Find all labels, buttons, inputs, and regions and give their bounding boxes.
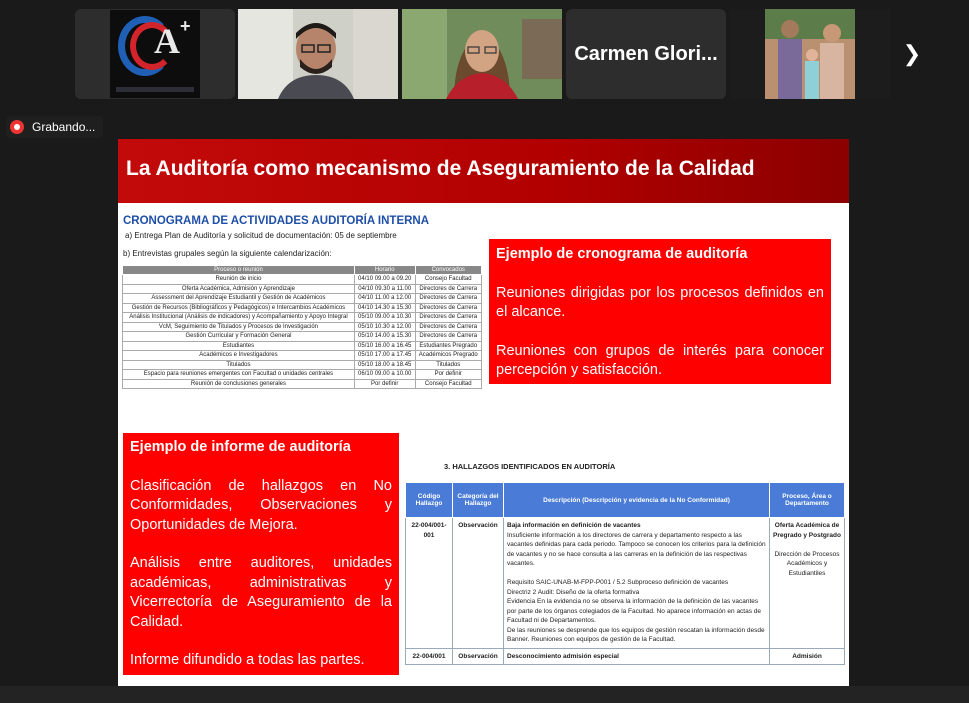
participant-tile-logo[interactable] — [75, 9, 235, 99]
slide-title: La Auditoría como mecanismo de Aseguramiento de la Calidad — [118, 139, 849, 203]
cronograma-row — [123, 351, 482, 361]
cronograma-row — [123, 313, 482, 323]
cron-col-horario: Horario — [354, 266, 415, 275]
hall-col-codigo: Código Hallazgo — [406, 483, 453, 518]
hallazgos-table — [405, 482, 845, 665]
cronograma-example-p2: Reuniones con grupos de interés para conocer percepción y satisfacción. — [496, 342, 824, 378]
recording-label: Grabando... — [32, 120, 96, 134]
cron-cell-horario: 05/10 16.00 a 16.45 — [354, 341, 415, 351]
cronograma-row — [123, 379, 482, 389]
cron-cell-proceso: Análisis Institucional (Análisis de indicadores) y Acompañamiento y Apoyo Integral — [123, 313, 355, 323]
cronograma-line-b: b) Entrevistas grupales según la siguiente calendarización: — [123, 249, 332, 258]
cronograma-row — [123, 322, 482, 332]
hallazgo-extra: De las reuniones se desprende que los equipos de gestión rescatan la información desde Banner. Reuniones con equipos de gestión de la Facultad. — [507, 626, 765, 643]
cron-cell-convocados: Consejo Facultad — [415, 379, 481, 389]
informe-example-box — [123, 433, 399, 675]
cronograma-row — [123, 332, 482, 342]
cron-cell-proceso: Estudiantes — [123, 341, 355, 351]
hallazgo-category: Observación — [453, 518, 504, 649]
cronograma-row — [123, 341, 482, 351]
hall-col-categoria: Categoría del Hallazgo — [453, 483, 504, 518]
hall-col-descripcion: Descripción (Descripción y evidencia de la No Conformidad) — [504, 483, 770, 518]
cron-cell-proceso: Académicos e Investigadores — [123, 351, 355, 361]
cron-cell-horario: 05/10 10.30 a 12.00 — [354, 322, 415, 332]
cron-cell-convocados: Directores de Carrera — [415, 303, 481, 313]
participant-video-woman — [402, 9, 562, 99]
cronograma-heading: CRONOGRAMA DE ACTIVIDADES AUDITORÍA INTERNA — [123, 215, 430, 227]
cronograma-row — [123, 294, 482, 304]
cronograma-table — [122, 265, 482, 389]
cron-cell-convocados: Por definir — [415, 370, 481, 380]
cron-cell-convocados: Directores de Carrera — [415, 294, 481, 304]
participant-tile-name[interactable] — [566, 9, 726, 99]
hallazgo-evidencia: Evidencia En la evidencia no se observa la información de la definición de las vacantes por parte de los órganos colegiados de la Facultad. No aparece información en actas de Facultad ni de Departamentos. — [507, 598, 762, 624]
hallazgo-process-name: Admisión — [792, 652, 822, 660]
cron-cell-horario: 05/10 14.00 a 15.30 — [354, 332, 415, 342]
cronograma-example-p1: Reuniones dirigidas por los procesos definidos en el alcance. — [496, 284, 824, 320]
hallazgo-process — [770, 648, 845, 665]
cronograma-example-box — [489, 239, 831, 384]
hallazgo-description — [504, 518, 770, 649]
cron-cell-convocados: Titulados — [415, 360, 481, 370]
cron-cell-horario: 04/10 14.30 a 15.30 — [354, 303, 415, 313]
hallazgo-code: 22-004/001-001 — [406, 518, 453, 649]
informe-example-p2: Análisis entre auditores, unidades académicas, administrativas y Vicerrectoría de Aseguramiento de la Calidad. — [130, 555, 392, 630]
cronograma-row — [123, 370, 482, 380]
informe-example-p3: Informe difundido a todas las partes. — [130, 652, 365, 668]
cron-cell-horario: 04/10 09.00 a 09.20 — [354, 275, 415, 285]
cronograma-line-a: a) Entrega Plan de Auditoría y solicitud de documentación: 05 de septiembre — [125, 231, 397, 240]
record-icon — [10, 120, 24, 134]
cronograma-example-heading: Ejemplo de cronograma de auditoría — [496, 246, 748, 262]
participant-tile-photo[interactable] — [730, 9, 890, 99]
cron-cell-horario: 05/10 17.00 a 17.45 — [354, 351, 415, 361]
hallazgo-row — [406, 648, 845, 665]
cron-cell-proceso: Gestión de Recursos (Bibliográficos y Pedagógicos) e Intercambios Académicos — [123, 303, 355, 313]
cron-cell-proceso: Assessment del Aprendizaje Estudiantil y Gestión de Académicos — [123, 294, 355, 304]
shared-slide — [118, 139, 849, 686]
hallazgo-directriz: Directriz 2 Audit: Diseño de la oferta formativa — [507, 588, 640, 596]
cron-cell-convocados: Académicos Pregrado — [415, 351, 481, 361]
participant-photo-family — [730, 9, 890, 99]
cronograma-row — [123, 303, 482, 313]
chevron-right-icon[interactable]: ❯ — [902, 41, 922, 66]
cron-cell-proceso: Gestión Curricular y Formación General — [123, 332, 355, 342]
cron-cell-convocados: Directores de Carrera — [415, 322, 481, 332]
cron-cell-horario: 05/10 09.00 a 10.30 — [354, 313, 415, 323]
cron-cell-convocados: Directores de Carrera — [415, 332, 481, 342]
hallazgo-desc-body: Insuficiente información a los directores de carrera y departamento respecto a las vacantes definidas para cada periodo. Tampoco se conocen los criterios para la definición de vacantes y no se hace consulta a las carreras en la definición de las respectivas vacantes. — [507, 531, 766, 567]
cron-cell-convocados: Directores de Carrera — [415, 284, 481, 294]
participant-name: Carmen Glori... — [574, 42, 718, 65]
hallazgo-process-2: Dirección de Procesos Académicos y Estudiantiles — [774, 550, 840, 577]
participant-strip — [0, 0, 969, 108]
informe-example-p1: Clasificación de hallazgos en No Conformidades, Observaciones y Oportunidades de Mejora. — [130, 477, 392, 533]
participant-tile-woman[interactable] — [402, 9, 562, 99]
cronograma-row — [123, 275, 482, 285]
cron-cell-proceso: VcM, Seguimiento de Titulados y Procesos de Investigación — [123, 322, 355, 332]
hallazgo-process-name: Oferta Académica de Pregrado y Postgrado — [773, 522, 841, 539]
cron-cell-horario: 04/10 09.30 a 11.00 — [354, 284, 415, 294]
hallazgo-process — [770, 518, 845, 649]
recording-indicator — [6, 116, 103, 138]
cron-cell-proceso: Espacio para reuniones emergentes con Facultad o unidades centrales — [123, 370, 355, 380]
cron-col-convocados: Convocados — [415, 266, 481, 275]
hallazgo-requisito: Requisito SAIC-UNAB-M-FPP-P001 / 5.2 Subproceso definición de vacantes — [507, 579, 729, 586]
cron-cell-horario: 04/10 11.00 a 12.00 — [354, 294, 415, 304]
cronograma-row — [123, 284, 482, 294]
cron-col-proceso: Proceso o reunión — [123, 266, 355, 275]
cron-cell-convocados: Estudiantes Pregrado — [415, 341, 481, 351]
hall-col-proceso: Proceso, Área o Departamento — [770, 483, 845, 518]
hallazgos-heading: 3. HALLAZGOS IDENTIFICADOS EN AUDITORÍA — [444, 462, 616, 471]
cron-cell-convocados: Consejo Facultad — [415, 275, 481, 285]
hallazgo-desc-title: Desconocimiento admisión especial — [507, 652, 619, 660]
bottom-bar — [0, 686, 969, 703]
cron-cell-proceso: Reunión de inicio — [123, 275, 355, 285]
cron-cell-convocados: Directores de Carrera — [415, 313, 481, 323]
hallazgo-row — [406, 518, 845, 649]
hallazgos-table-clip — [405, 482, 845, 660]
hallazgo-category: Observación — [453, 648, 504, 665]
hallazgo-code: 22-004/001 — [406, 648, 453, 665]
participant-tile-speaker[interactable] — [238, 9, 398, 99]
cron-cell-proceso: Oferta Académica, Admisión y Aprendizaje — [123, 284, 355, 294]
cron-cell-horario: Por definir — [354, 379, 415, 389]
hallazgo-description — [504, 648, 770, 665]
informe-example-heading: Ejemplo de informe de auditoría — [130, 439, 351, 455]
cronograma-row — [123, 360, 482, 370]
participant-video-man — [238, 9, 398, 99]
hallazgo-desc-title: Baja información en definición de vacantes — [507, 522, 641, 529]
institution-logo: A + — [110, 10, 200, 98]
cron-cell-proceso: Titulados — [123, 360, 355, 370]
cron-cell-proceso: Reunión de conclusiones generales — [123, 379, 355, 389]
cron-cell-horario: 06/10 09.00 a 10.00 — [354, 370, 415, 380]
cron-cell-horario: 05/10 18.00 a 18.45 — [354, 360, 415, 370]
